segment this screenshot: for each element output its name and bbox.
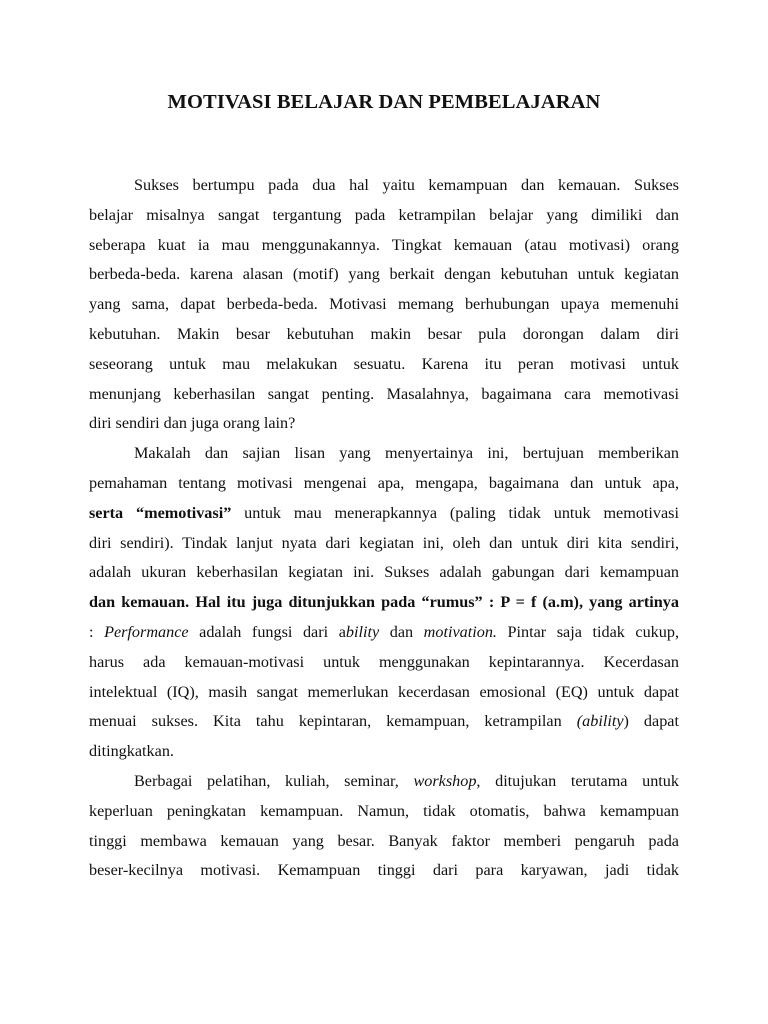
italic-text: Performance [104, 622, 189, 641]
text-span: dan [379, 622, 424, 641]
text-line: seberapa kuat ia mau menggunakannya. Tingkat kemauan (atau motivasi) orang [89, 235, 679, 254]
text-span: , ditujukan terutama untuk [476, 771, 679, 790]
text-line: Makalah dan sajian lisan yang menyertainya ini, bertujuan memberikan [134, 444, 679, 463]
text-line: Sukses bertumpu pada dua hal yaitu kemampuan dan kemauan. Sukses [134, 176, 679, 194]
text-line: belajar misalnya sangat tergantung pada ketrampilan belajar yang dimiliki dan [89, 205, 679, 224]
text-line: beser-kecilnya motivasi. Kemampuan tinggi dari para karyawan, jadi tidak [89, 861, 679, 880]
text-span: untuk mau menerapkannya (paling tidak untuk memotivasi [231, 503, 679, 522]
text-line: intelektual (IQ), masih sangat memerlukan kecerdasan emosional (EQ) untuk dapat [89, 682, 679, 701]
text-line [89, 767, 679, 797]
document-title: MOTIVASI BELAJAR DAN PEMBELAJARAN [167, 91, 601, 113]
bold-text-line: dan kemauan. Hal itu juga ditunjukkan pada “rumus” : P = f (a.m), yang artinya [89, 593, 679, 612]
text-line: menunjang keberhasilan sangat penting. Masalahnya, bagaimana cara memotivasi [89, 384, 679, 403]
italic-text: bility [345, 622, 380, 641]
text-line: seseorang untuk mau melakukan sesuatu. Karena itu peran motivasi untuk [89, 354, 679, 373]
text-span: Pintar saja tidak cukup, [496, 622, 680, 641]
text-span: adalah fungsi dari a [188, 622, 346, 641]
text-span: Berbagai pelatihan, kuliah, seminar, [134, 771, 414, 790]
text-line: keperluan peningkatan kemampuan. Namun, tidak otomatis, bahwa kemampuan [89, 801, 679, 820]
text-span: menuai sukses. Kita tahu kepintaran, kemampuan, ketrampilan [89, 712, 577, 731]
text-line: pemahaman tentang motivasi mengenai apa, mengapa, bagaimana dan untuk apa, [89, 473, 679, 492]
text-line: ditingkatkan. [89, 742, 174, 761]
text-line: diri sendiri). Tindak lanjut nyata dari kegiatan ini, oleh dan untuk diri kita sendiri, [89, 533, 679, 552]
text-line: harus ada kemauan-motivasi untuk menggunakan kepintarannya. Kecerdasan [89, 652, 679, 671]
text-line: diri sendiri dan juga orang lain? [89, 414, 296, 433]
italic-text: workshop [413, 771, 477, 790]
text-line: yang sama, dapat berbeda-beda. Motivasi memang berhubungan upaya memenuhi [89, 295, 679, 314]
bold-text: serta “memotivasi” [89, 503, 232, 522]
text-line: berbeda-beda. karena alasan (motif) yang berkait dengan kebutuhan untuk kegiatan [89, 265, 679, 284]
text-span: : [89, 622, 105, 641]
text-line [89, 707, 679, 737]
text-line: kebutuhan. Makin besar kebutuhan makin besar pula dorongan dalam diri [89, 324, 679, 343]
text-line: tinggi membawa kemauan yang besar. Banyak faktor memberi pengaruh pada [89, 831, 679, 850]
text-line [89, 618, 679, 648]
italic-text: motivation. [423, 622, 497, 641]
text-span: ) dapat [623, 712, 679, 731]
text-line: adalah ukuran keberhasilan kegiatan ini. Sukses adalah gabungan dari kemampuan [89, 563, 679, 582]
text-line [89, 499, 679, 529]
italic-text: (ability [576, 712, 624, 731]
document-body [89, 171, 679, 886]
